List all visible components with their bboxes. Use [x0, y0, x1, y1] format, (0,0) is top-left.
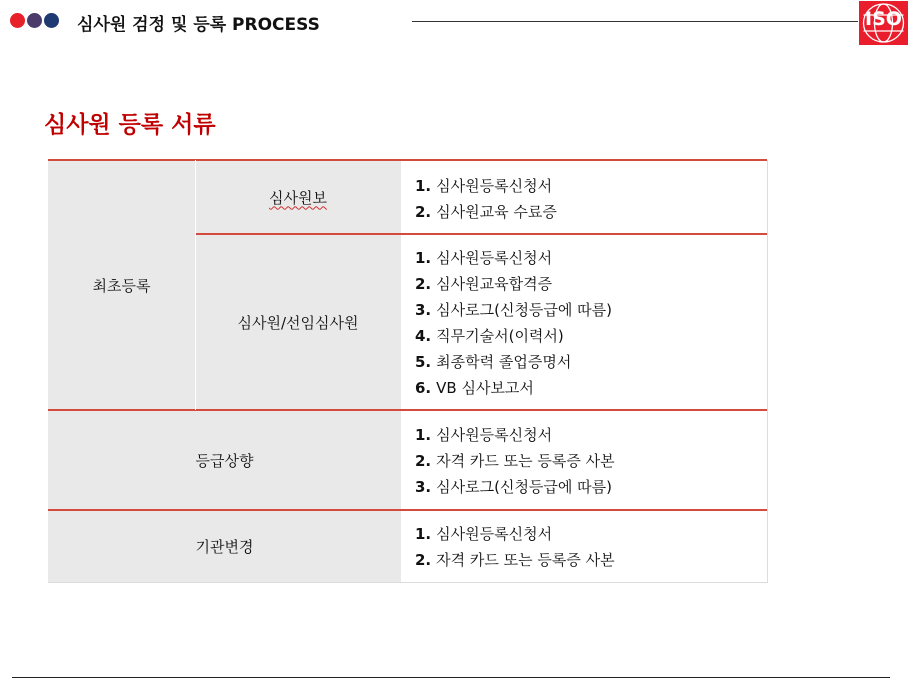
row-label: 기관변경	[195, 538, 254, 556]
row-divider	[195, 233, 767, 235]
row-label-cell	[48, 510, 401, 583]
table-right-border	[767, 160, 768, 583]
header-dots	[10, 13, 59, 28]
doc-item: 2. 자격 카드 또는 등록증 사본	[415, 551, 615, 569]
row-label-cell	[195, 234, 401, 410]
doc-item: 3. 심사로그(신청등급에 따름)	[415, 478, 613, 496]
doc-item: 1. 심사원등록신청서	[415, 249, 553, 267]
group-initial-cell	[48, 160, 195, 410]
row-label: 심사원보	[269, 188, 327, 207]
registration-docs-table	[48, 160, 767, 583]
doc-item: 1. 심사원등록신청서	[415, 426, 553, 444]
row-label-cell	[48, 410, 401, 510]
doc-item: 1. 심사원등록신청서	[415, 525, 553, 543]
row-docs-cell	[401, 510, 767, 583]
row-divider	[48, 509, 767, 511]
doc-item: 1. 심사원등록신청서	[415, 177, 553, 195]
row-docs-cell	[401, 160, 767, 234]
doc-item: 6. VB 심사보고서	[415, 379, 534, 397]
iso-logo	[859, 1, 908, 45]
row-label: 심사원/선임심사원	[237, 313, 359, 332]
row-label-cell	[195, 160, 401, 234]
doc-item: 2. 심사원교육합격증	[415, 275, 553, 293]
navy-dot	[44, 13, 59, 28]
row-docs-cell	[401, 234, 767, 410]
row-divider	[48, 409, 767, 411]
row-label: 등급상향	[195, 451, 254, 470]
doc-item: 5. 최종학력 졸업증명서	[415, 353, 572, 371]
red-dot	[10, 13, 25, 28]
header-title: 심사원 검정 및 등록 PROCESS	[77, 15, 320, 35]
doc-item: 2. 자격 카드 또는 등록증 사본	[415, 452, 615, 470]
logo-text: ISO	[865, 8, 902, 30]
doc-item: 3. 심사로그(신청등급에 따름)	[415, 301, 613, 319]
doc-list	[415, 521, 615, 573]
section-title: 심사원 등록 서류	[44, 112, 216, 138]
doc-list	[415, 422, 615, 500]
purple-dot	[27, 13, 42, 28]
table-top-border	[48, 159, 767, 161]
column-divider	[195, 160, 196, 410]
footer-divider	[12, 677, 890, 678]
header-divider	[412, 21, 858, 22]
group-initial-label: 최초등록	[92, 276, 151, 295]
doc-item: 2. 심사원교육 수료증	[415, 203, 557, 221]
table-bottom-border	[48, 582, 767, 583]
doc-item: 4. 직무기술서(이력서)	[415, 327, 564, 345]
doc-list	[415, 173, 557, 225]
doc-list	[415, 245, 612, 401]
row-docs-cell	[401, 410, 767, 510]
